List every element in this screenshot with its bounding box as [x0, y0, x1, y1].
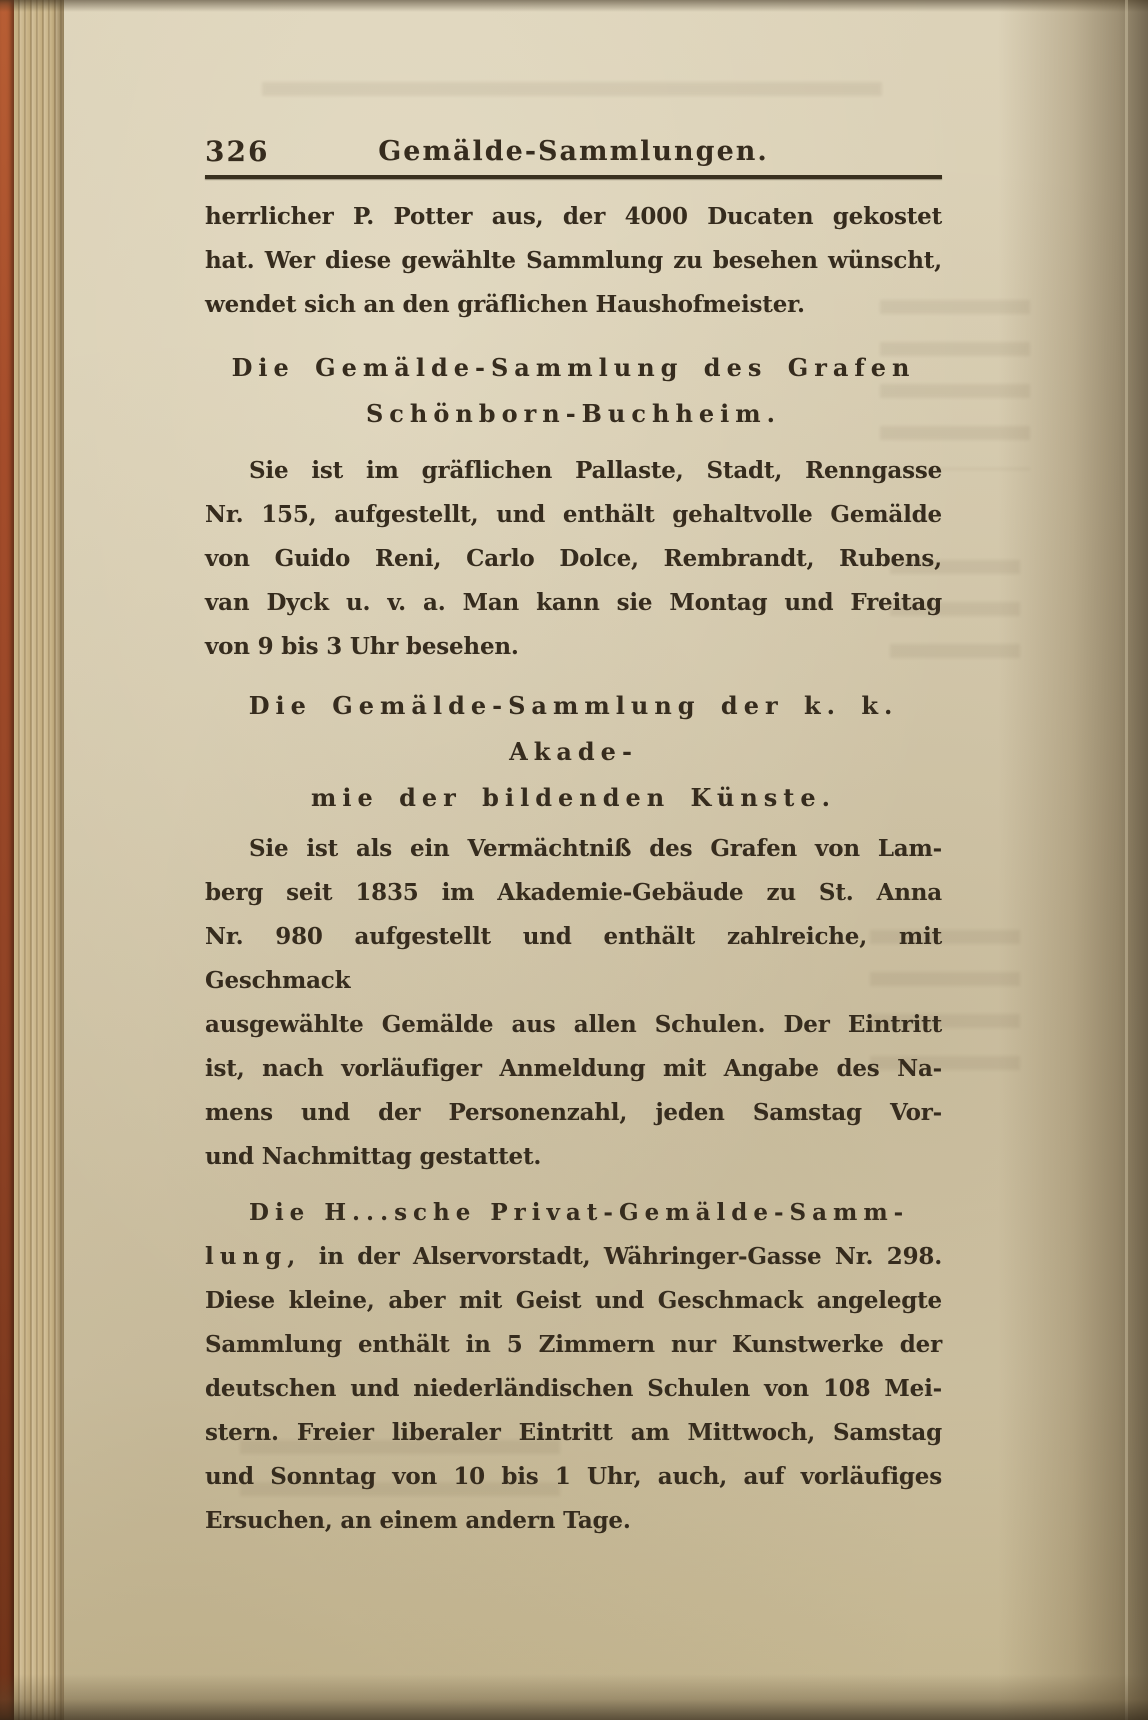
text-line: ist, nach vorläufiger Anmeldung mit Angabe des Na- [205, 1055, 942, 1082]
section-heading-schoenborn [205, 345, 942, 437]
scan-top-shadow [0, 0, 1148, 12]
heading-line: Die Gemälde-Sammlung der k. k. Akade- [248, 691, 899, 766]
header-rule [205, 175, 942, 179]
text-line: herrlicher P. Potter aus, der 4000 Ducaten gekostet [205, 203, 942, 230]
text-line [205, 1191, 942, 1235]
showthrough-ghost [262, 82, 882, 110]
text-line: und Sonntag von 10 bis 1 Uhr, auch, auf vorläufiges [205, 1463, 942, 1490]
page-header [205, 130, 942, 174]
text-line: van Dyck u. v. a. Man kann sie Montag und Freitag [205, 589, 942, 616]
page-stack-edge [14, 0, 64, 1720]
text-line: Sammlung enthält in 5 Zimmern nur Kunstwerke der [205, 1331, 942, 1358]
text-line: stern. Freier liberaler Eintritt am Mittwoch, Samstag [205, 1419, 942, 1446]
section-private-body [205, 1191, 942, 1543]
text-line: Nr. 155, aufgestellt, und enthält gehaltvolle Gemälde [205, 501, 942, 528]
text-line: Ersuchen, an einem andern Tage. [205, 1507, 631, 1534]
spaced-lead-text: Die H...sche Privat-Gemälde-Samm- [249, 1199, 910, 1226]
running-title: Gemälde-Sammlungen. [378, 136, 769, 167]
page-text-block [205, 130, 942, 1543]
lead-rest-text: in der Alservorstadt, Währinger-Gasse Nr. 298. [318, 1243, 942, 1270]
text-line: und Nachmittag gestattet. [205, 1143, 542, 1170]
section-akademie-body [205, 827, 942, 1179]
text-line: ausgewählte Gemälde aus allen Schulen. Der Eintritt [205, 1011, 942, 1038]
text-line: wendet sich an den gräflichen Haushofmeister. [205, 291, 805, 318]
scan-bottom-shadow [0, 1674, 1148, 1720]
text-line: Sie ist als ein Vermächtniß des Grafen von Lam- [249, 835, 942, 862]
right-page-edge [1125, 0, 1128, 1720]
text-line: hat. Wer diese gewählte Sammlung zu besehen wünscht, [205, 247, 942, 274]
page-number: 326 [205, 135, 270, 168]
heading-line: Schönborn-Buchheim. [365, 399, 782, 428]
heading-line: Die Gemälde-Sammlung des Grafen [231, 353, 916, 382]
text-line: von Guido Reni, Carlo Dolce, Rembrandt, Rubens, [205, 545, 942, 572]
text-line: Diese kleine, aber mit Geist und Geschmack angelegte [205, 1287, 942, 1314]
section-heading-akademie [205, 683, 942, 821]
paragraph-continuation [205, 195, 942, 327]
text-line [205, 1235, 942, 1279]
text-line: mens und der Personenzahl, jeden Samstag Vor- [205, 1099, 942, 1126]
text-line: Sie ist im gräflichen Pallaste, Stadt, Renngasse [249, 457, 942, 484]
spaced-lead-text: lung, [205, 1243, 302, 1270]
book-cover-edge [0, 0, 14, 1720]
heading-line: mie der bildenden Künste. [310, 783, 836, 812]
text-line: von 9 bis 3 Uhr besehen. [205, 633, 519, 660]
section-schoenborn-body [205, 449, 942, 669]
text-line: Nr. 980 aufgestellt und enthält zahlreiche, mit Geschmack [205, 923, 942, 994]
text-line: deutschen und niederländischen Schulen von 108 Mei- [205, 1375, 942, 1402]
text-line: berg seit 1835 im Akademie-Gebäude zu St. Anna [205, 879, 942, 906]
